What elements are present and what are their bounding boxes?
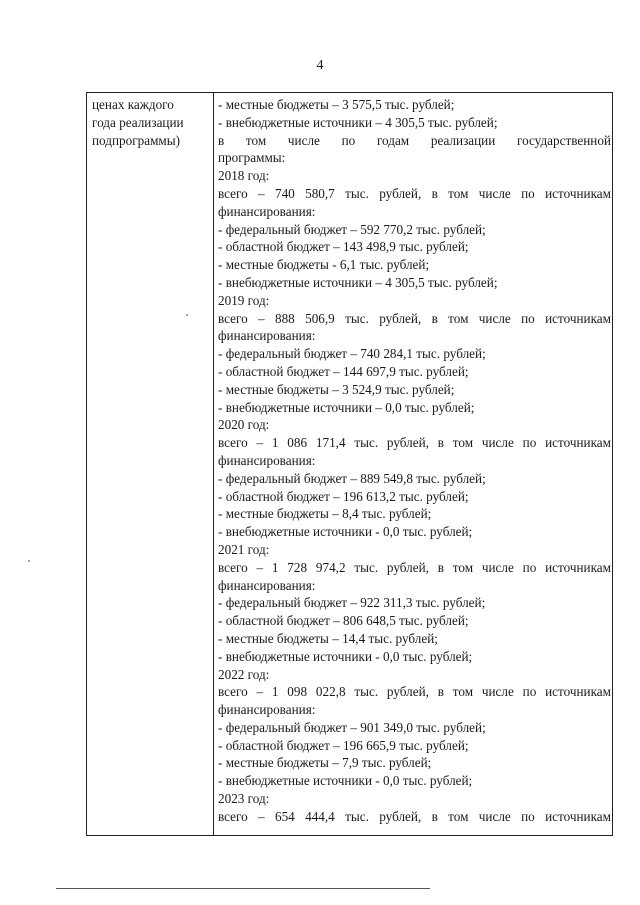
right-cell-line: - областной бюджет – 196 613,2 тыс. рублей; [218,488,469,504]
right-cell-line: - областной бюджет – 143 498,9 тыс. рублей; [218,239,469,255]
right-cell-line: всего – 1 728 974,2 тыс. рублей, в том числе по источникам [218,559,611,575]
right-cell-line: - областной бюджет – 196 665,9 тыс. рублей; [218,737,469,753]
right-cell-line: - областной бюджет – 144 697,9 тыс. рублей; [218,363,469,379]
column-divider [213,93,214,835]
right-cell-line: финансирования: [218,328,316,344]
right-cell-line: - внебюджетные источники – 4 305,5 тыс. рублей; [218,114,498,130]
left-cell [92,96,210,149]
right-cell-line: всего – 740 580,7 тыс. рублей, в том числе по источникам [218,185,611,201]
right-cell-line: - областной бюджет – 806 648,5 тыс. рублей; [218,613,469,629]
right-cell-line: - внебюджетные источники - 0,0 тыс. рублей; [218,524,473,540]
footer-rule [56,888,430,889]
right-cell-line: финансирования: [218,452,316,468]
right-cell-line: всего – 1 086 171,4 тыс. рублей, в том числе по источникам [218,435,611,451]
right-cell-line: - федеральный бюджет – 889 549,8 тыс. рублей; [218,470,486,486]
right-cell-line: всего – 654 444,4 тыс. рублей, в том числе по источникам [218,808,611,824]
right-cell-line: - федеральный бюджет – 901 349,0 тыс. рублей; [218,719,486,735]
right-cell-line: - федеральный бюджет – 922 311,3 тыс. рублей; [218,595,486,611]
right-cell-line: программы: [218,150,286,166]
right-cell-line: 2022 год: [218,666,270,682]
right-cell-line: - федеральный бюджет – 740 284,1 тыс. рублей; [218,346,486,362]
right-cell-line: 2018 год: [218,168,270,184]
right-cell-line: финансирования: [218,203,316,219]
right-cell-line: всего – 1 098 022,8 тыс. рублей, в том числе по источникам [218,684,611,700]
right-cell-line: - внебюджетные источники – 0,0 тыс. рублей; [218,399,475,415]
right-cell-line: - местные бюджеты - 6,1 тыс. рублей; [218,257,430,273]
right-cell-line: 2023 год: [218,791,270,807]
financing-table [86,92,613,836]
left-cell-line: года реализации [92,114,184,130]
right-cell-line: - федеральный бюджет – 592 770,2 тыс. рублей; [218,221,486,237]
right-cell-line: 2020 год: [218,417,270,433]
scan-speck [186,314,188,316]
left-cell-line: ценах каждого [92,97,174,112]
right-cell-line: - внебюджетные источники - 0,0 тыс. рублей; [218,773,473,789]
right-cell-line: 2019 год: [218,292,270,308]
right-cell-line: - местные бюджеты – 3 524,9 тыс. рублей; [218,381,455,397]
right-cell-line: - местные бюджеты – 3 575,5 тыс. рублей; [218,97,455,112]
right-cell-line: - местные бюджеты – 8,4 тыс. рублей; [218,506,432,522]
right-cell [218,96,611,826]
left-cell-line: подпрограммы) [92,132,181,148]
right-cell-line: - местные бюджеты – 14,4 тыс. рублей; [218,630,438,646]
right-cell-line: в том числе по годам реализации государственной [218,132,611,148]
right-cell-line: - внебюджетные источники - 0,0 тыс. рублей; [218,648,473,664]
page-number: 4 [316,58,324,73]
right-cell-line: - местные бюджеты – 7,9 тыс. рублей; [218,755,432,771]
right-cell-line: всего – 888 506,9 тыс. рублей, в том числе по источникам [218,310,611,326]
right-cell-line: финансирования: [218,577,316,593]
right-cell-line: финансирования: [218,702,316,718]
right-cell-line: - внебюджетные источники – 4 305,5 тыс. рублей; [218,274,498,290]
scan-speck [28,560,30,562]
right-cell-line: 2021 год: [218,541,270,557]
